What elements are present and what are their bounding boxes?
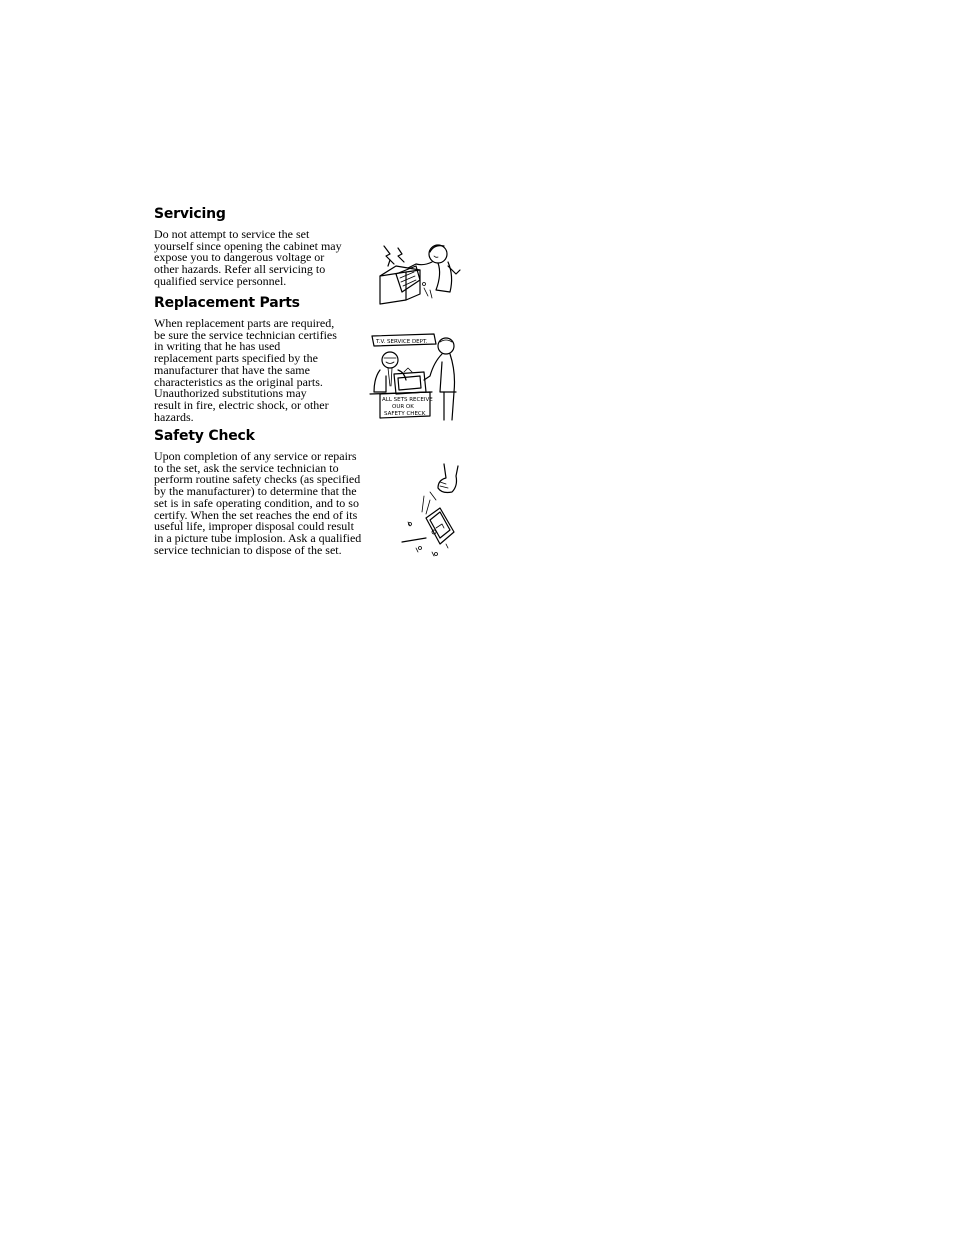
text-line: yourself since opening the cabinet may	[154, 238, 342, 253]
text-line: expose you to dangerous voltage or	[154, 250, 325, 265]
replacement-parts-heading: Replacement Parts	[154, 295, 300, 311]
text-line: set is in safe operating condition, and to so	[154, 495, 359, 510]
text-line: When replacement parts are required,	[154, 316, 335, 330]
safety-check-paragraph	[154, 451, 361, 556]
sign-bottom-line-2: OUR OK	[392, 404, 414, 410]
sign-bottom-line-1: ALL SETS RECEIVE	[382, 397, 433, 403]
safety-check-heading: Safety Check	[154, 428, 255, 444]
text-line: in a picture tube implosion. Ask a qualified	[154, 530, 362, 545]
text-line: result in fire, electric shock, or other	[154, 397, 329, 412]
text-line: service technician to dispose of the set.	[154, 542, 342, 557]
text-line: perform routine safety checks (as specified	[154, 472, 361, 487]
text-line: to the set, ask the service technician to	[154, 460, 339, 475]
replacement-parts-illustration-icon	[368, 332, 464, 424]
servicing-paragraph	[154, 229, 342, 288]
text-line: in writing that he has used	[154, 339, 281, 354]
text-line: other hazards. Refer all servicing to	[154, 262, 326, 277]
text-line: replacement parts specified by the	[154, 351, 318, 366]
sign-bottom-line-3: SAFETY CHECK	[384, 411, 426, 417]
replacement-parts-paragraph	[154, 318, 337, 423]
text-line: manufacturer that have the same	[154, 362, 310, 377]
servicing-illustration-icon	[376, 240, 462, 308]
text-line: certify. When the set reaches the end of its	[154, 507, 358, 522]
text-line: Unauthorized substitutions may	[154, 386, 307, 401]
text-line: qualified service personnel.	[154, 273, 287, 288]
text-line: Upon completion of any service or repairs	[154, 449, 357, 463]
text-line: characteristics as the original parts.	[154, 374, 323, 389]
text-line: useful life, improper disposal could result	[154, 519, 354, 534]
text-line: Do not attempt to service the set	[154, 227, 310, 241]
text-line: by the manufacturer) to determine that the	[154, 484, 357, 499]
servicing-heading: Servicing	[154, 206, 226, 222]
sign-top-text: T.V. SERVICE DEPT.	[376, 339, 428, 345]
text-line: be sure the service technician certifies	[154, 327, 337, 342]
safety-check-illustration-icon	[396, 462, 464, 560]
text-line: hazards.	[154, 409, 194, 424]
